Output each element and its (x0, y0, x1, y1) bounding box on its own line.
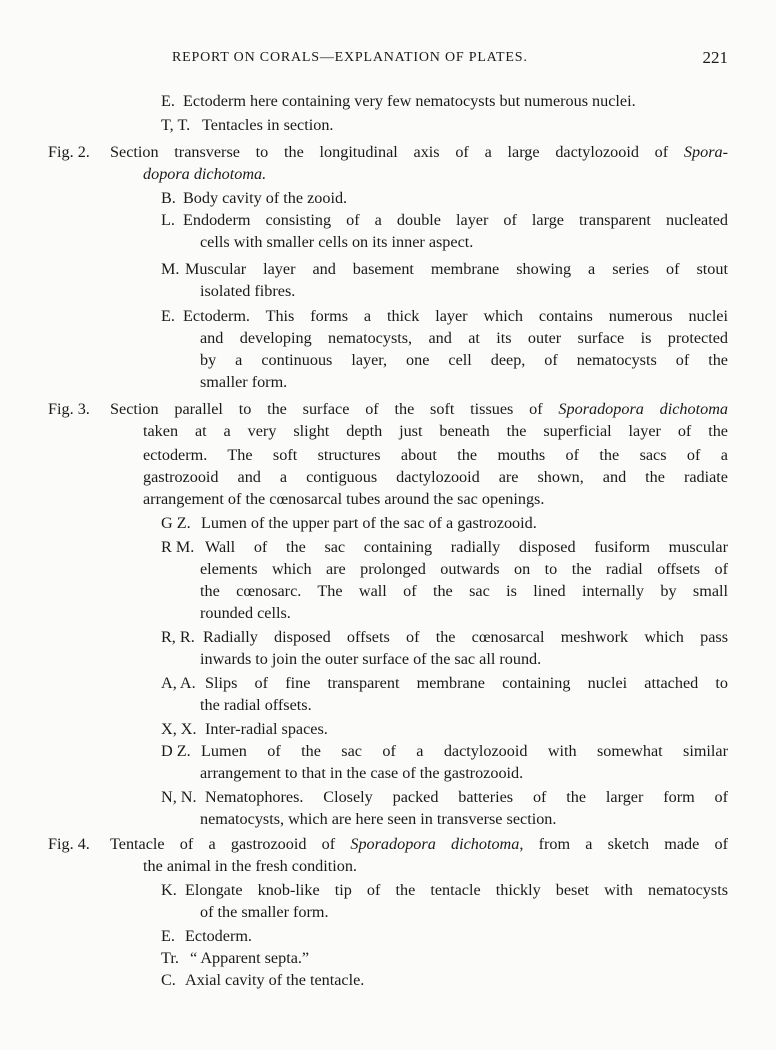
item-text: Body cavity of the zooid. (183, 189, 348, 207)
item-text: Ectoderm. This forms a thick layer which contains numerous nuclei (183, 307, 728, 325)
item-text: Tentacles in section. (202, 116, 334, 134)
item-text: by a continuous layer, one cell deep, of nematocysts of the (200, 351, 728, 369)
item-text: arrangement to that in the case of the gastrozooid. (200, 764, 524, 782)
item-key: C. (161, 971, 176, 989)
item-text: “ Apparent septa.” (190, 949, 310, 967)
item-key: L. (161, 211, 175, 229)
item-key: B. (161, 189, 176, 207)
caption-line: Tentacle of a gastrozooid of Sporadopora dichotoma, from a sketch made of (110, 835, 729, 853)
item-key: R M. (161, 538, 195, 556)
item-text: inwards to join the outer surface of the sac all round. (200, 650, 542, 668)
item-key: Tr. (161, 949, 179, 967)
item-text: Ectoderm. (185, 927, 252, 945)
item-text: Nematophores. Closely packed batteries of the larger form of (205, 788, 728, 806)
caption-line: dopora dichotoma. (143, 165, 267, 183)
item-key: G Z. (161, 514, 191, 532)
caption-line: arrangement of the cœnosarcal tubes around the sac openings. (143, 490, 545, 508)
item-key: R, R. (161, 628, 195, 646)
item-text: Lumen of the upper part of the sac of a gastrozooid. (201, 514, 537, 532)
caption-line: Section parallel to the surface of the soft tissues of Sporadopora dichotoma (110, 400, 728, 418)
item-text: Inter-radial spaces. (205, 720, 328, 738)
item-text: Wall of the sac containing radially disposed fusiform muscular (205, 538, 728, 556)
item-key: E. (161, 307, 175, 325)
item-text: Lumen of the sac of a dactylozooid with somewhat similar (201, 742, 728, 760)
caption-line: gastrozooid and a contiguous dactylozooid are shown, and the radiate (143, 468, 728, 486)
item-key: N, N. (161, 788, 197, 806)
page-number: 221 (702, 48, 728, 67)
caption-line: taken at a very slight depth just beneath the superficial layer of the (143, 422, 728, 440)
figure-label: Fig. 2. (48, 143, 90, 161)
item-text: the radial offsets. (200, 696, 312, 714)
item-key: D Z. (161, 742, 191, 760)
item-text: Muscular layer and basement membrane showing a series of stout (185, 260, 728, 278)
item-text: Axial cavity of the tentacle. (185, 971, 365, 989)
item-key: E. (161, 92, 175, 110)
item-text: Radially disposed offsets of the cœnosarcal meshwork which pass (203, 628, 728, 646)
item-text: nematocysts, which are here seen in transverse section. (200, 810, 557, 828)
figure-label: Fig. 3. (48, 400, 90, 418)
item-text: the cœnosarc. The wall of the sac is lined internally by small (200, 582, 728, 600)
item-text: smaller form. (200, 373, 288, 391)
item-key: T, T. (161, 116, 191, 134)
item-key: A, A. (161, 674, 196, 692)
running-title: REPORT ON CORALS—EXPLANATION OF PLATES. (172, 50, 528, 65)
caption-line: ectoderm. The soft structures about the mouths of the sacs of a (143, 446, 728, 464)
item-key: K. (161, 881, 177, 899)
item-text: Endoderm consisting of a double layer of large transparent nucleated (183, 211, 728, 229)
item-text: Ectoderm here containing very few nematocysts but numerous nuclei. (183, 92, 636, 110)
item-key: M. (161, 260, 180, 278)
item-text: isolated fibres. (200, 282, 296, 300)
figure-label: Fig. 4. (48, 835, 90, 853)
caption-line: Section transverse to the longitudinal axis of a large dactylozooid of Spora- (110, 143, 728, 161)
caption-line: the animal in the fresh condition. (143, 857, 357, 875)
item-text: cells with smaller cells on its inner aspect. (200, 233, 474, 251)
item-text: elements which are prolonged outwards on to the radial offsets of (200, 560, 728, 578)
item-text: Slips of fine transparent membrane containing nuclei attached to (205, 674, 728, 692)
item-key: E. (161, 927, 175, 945)
item-text: Elongate knob-like tip of the tentacle thickly beset with nematocysts (185, 881, 728, 899)
item-text: rounded cells. (200, 604, 291, 622)
item-text: of the smaller form. (200, 903, 329, 921)
item-text: and developing nematocysts, and at its outer surface is protected (200, 329, 728, 347)
page-header (172, 50, 728, 72)
item-key: X, X. (161, 720, 197, 738)
